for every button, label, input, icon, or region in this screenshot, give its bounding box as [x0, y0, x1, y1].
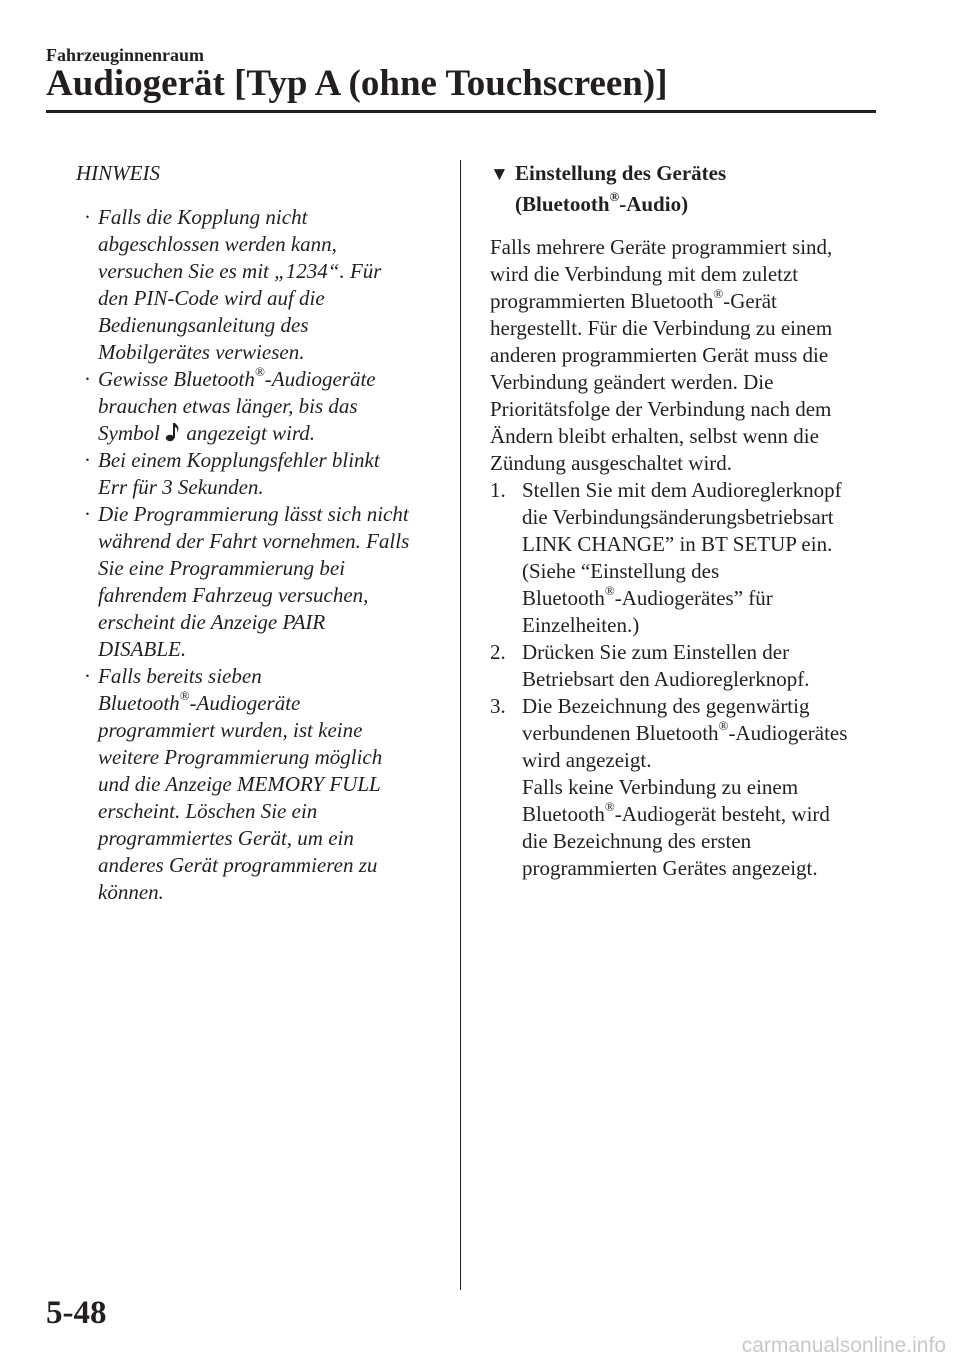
- text-line: erscheint die Anzeige PAIR: [98, 610, 326, 634]
- text-line: Falls die Kopplung nicht: [98, 205, 308, 229]
- text-line: programmierten Gerätes angezeigt.: [522, 856, 818, 880]
- text-line: können.: [98, 880, 164, 904]
- step-number: 2.: [490, 640, 506, 664]
- section-label: Fahrzeuginnenraum: [46, 45, 205, 65]
- text-line: Verbindung geändert werden. Die: [490, 370, 774, 394]
- text-line: Betriebsart den Audioreglerknopf.: [522, 667, 810, 691]
- text: -Audio): [619, 192, 689, 216]
- note-item: [76, 366, 442, 447]
- triangle-down-icon: ▼: [490, 164, 509, 185]
- text-line: Falls bereits sieben: [98, 664, 262, 688]
- text-line: Falls keine Verbindung zu einem: [522, 775, 799, 799]
- note-item: [76, 447, 442, 501]
- text-line: Prioritätsfolge der Verbindung nach dem: [490, 397, 832, 421]
- text: Bluetooth: [98, 691, 180, 715]
- note-item: [76, 204, 442, 366]
- text-line: (Siehe “Einstellung des: [522, 559, 720, 583]
- text-line: Einzelheiten.): [522, 613, 640, 637]
- text-line: weitere Programmierung möglich: [98, 745, 383, 769]
- watermark: carmanualsonline.info: [741, 1334, 946, 1357]
- text-line: [490, 288, 880, 315]
- registered-mark: ®: [604, 799, 615, 814]
- text-line: versuchen Sie es mit „1234“. Für: [98, 259, 382, 283]
- text-line: anderes Gerät programmieren zu: [98, 853, 378, 877]
- heading-line: Einstellung des Gerätes: [515, 161, 727, 185]
- note-item: [76, 663, 442, 906]
- text: programmierten Bluetooth: [490, 289, 714, 313]
- text-line: anderen programmierten Gerät muss die: [490, 343, 829, 367]
- bullet: ·: [84, 205, 91, 229]
- text: -Audiogerätes” für: [614, 586, 773, 610]
- text-line: Falls mehrere Geräte programmiert sind,: [490, 235, 833, 259]
- text-line: [98, 366, 442, 393]
- note-item: [76, 501, 442, 663]
- bullet: ·: [84, 367, 91, 391]
- registered-mark: ®: [713, 286, 724, 301]
- text-line: Err für 3 Sekunden.: [98, 475, 264, 499]
- note-block: [76, 158, 442, 906]
- text: -Gerät: [723, 289, 777, 313]
- section-heading: [490, 158, 880, 220]
- text-line: programmiert wurden, ist keine: [98, 718, 363, 742]
- registered-mark: ®: [718, 718, 729, 733]
- step-item: [490, 639, 880, 693]
- text-line: brauchen etwas länger, bis das: [98, 394, 358, 418]
- intro-paragraph: [490, 234, 880, 477]
- text-line: [522, 720, 880, 747]
- text-line: wird angezeigt.: [522, 748, 652, 772]
- text-line: Zündung ausgeschaltet wird.: [490, 451, 733, 475]
- text-line: programmiertes Gerät, um ein: [98, 826, 354, 850]
- text: -Audiogeräte: [189, 691, 301, 715]
- note-heading: HINWEIS: [76, 161, 160, 185]
- text: verbundenen Bluetooth: [522, 721, 719, 745]
- text: -Audiogeräte: [264, 367, 376, 391]
- text-line: und die Anzeige MEMORY FULL: [98, 772, 381, 796]
- text: Gewisse Bluetooth: [98, 367, 255, 391]
- registered-mark: ®: [604, 583, 615, 598]
- text-line: abgeschlossen werden kann,: [98, 232, 337, 256]
- step-item: [490, 693, 880, 882]
- text-line: Mobilgerätes verwiesen.: [98, 340, 305, 364]
- text-line: Drücken Sie zum Einstellen der: [522, 640, 790, 664]
- text: -Audiogerätes: [728, 721, 848, 745]
- registered-mark: ®: [254, 364, 265, 379]
- text-line: [98, 420, 442, 447]
- header-rule: [46, 110, 876, 113]
- text-line: die Bezeichnung des ersten: [522, 829, 752, 853]
- text-line: [522, 801, 880, 828]
- text-line: Sie eine Programmierung bei: [98, 556, 346, 580]
- text-line: den PIN-Code wird auf die: [98, 286, 325, 310]
- column-divider: [460, 160, 461, 1290]
- text: angezeigt wird.: [186, 421, 316, 445]
- page-number: 5-48: [46, 1295, 107, 1331]
- registered-mark: ®: [609, 189, 620, 204]
- step-number: 3.: [490, 694, 506, 718]
- page-title: Audiogerät [Typ A (ohne Touchscreen)]: [46, 63, 668, 104]
- text-line: Stellen Sie mit dem Audioreglerknopf: [522, 478, 842, 502]
- text-line: Ändern bleibt erhalten, selbst wenn die: [490, 424, 819, 448]
- settings-section: [490, 158, 880, 882]
- step-number: 1.: [490, 478, 506, 502]
- text-line: Bei einem Kopplungsfehler blinkt: [98, 448, 380, 472]
- text-line: wird die Verbindung mit dem zuletzt: [490, 262, 799, 286]
- heading-line: [515, 189, 880, 220]
- text-line: erscheint. Löschen Sie ein: [98, 799, 318, 823]
- text: -Audiogerät besteht, wird: [614, 802, 830, 826]
- text: Bluetooth: [522, 586, 605, 610]
- text-line: Bedienungsanleitung des: [98, 313, 309, 337]
- text-line: [98, 690, 442, 717]
- bullet: ·: [84, 448, 91, 472]
- text: (Bluetooth: [515, 192, 610, 216]
- text-line: Die Programmierung lässt sich nicht: [98, 502, 409, 526]
- text: Bluetooth: [522, 802, 605, 826]
- music-note-icon: [165, 422, 181, 442]
- bullet: ·: [84, 664, 91, 688]
- text-line: [522, 585, 880, 612]
- text-line: LINK CHANGE” in BT SETUP ein.: [522, 532, 833, 556]
- text-line: DISABLE.: [98, 637, 187, 661]
- step-item: [490, 477, 880, 639]
- text-line: fahrendem Fahrzeug versuchen,: [98, 583, 369, 607]
- text-line: während der Fahrt vornehmen. Falls: [98, 529, 410, 553]
- text-line: hergestellt. Für die Verbindung zu einem: [490, 316, 833, 340]
- text: Symbol: [98, 421, 160, 445]
- registered-mark: ®: [179, 688, 190, 703]
- text-line: Die Bezeichnung des gegenwärtig: [522, 694, 810, 718]
- bullet: ·: [84, 502, 91, 526]
- text-line: die Verbindungsänderungsbetriebsart: [522, 505, 834, 529]
